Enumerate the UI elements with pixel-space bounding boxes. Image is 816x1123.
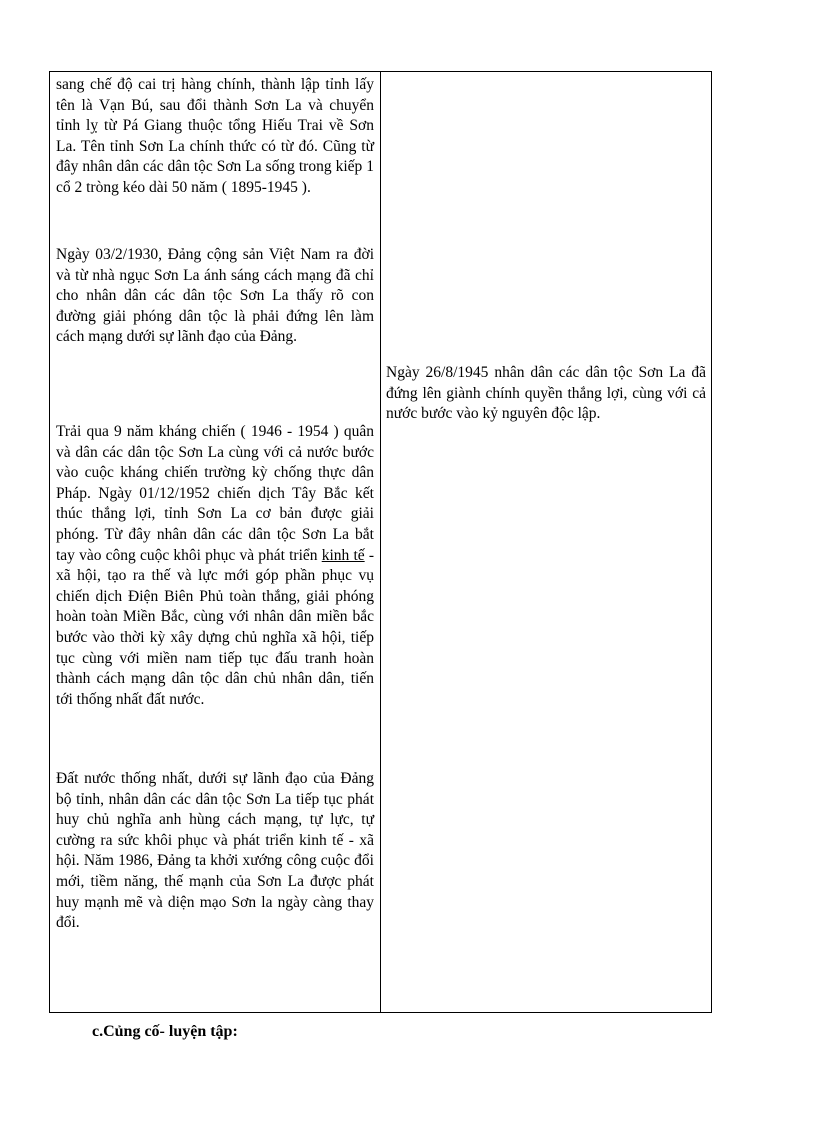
right-paragraph-1: Ngày 26/8/1945 nhân dân các dân tộc Sơn La đã đứng lên giành chính quyền thắng lợi, cùng với cả nước bước vào kỷ nguyên độc lập. [386,364,706,423]
section-heading: c.Củng cố- luyện tập: [92,1023,238,1040]
history-paragraph-1: sang chế độ cai trị hàng chính, thành lập tỉnh lấy tên là Vạn Bú, sau đổi thành Sơn La và chuyển tỉnh lỵ từ Pá Giang thuộc tổng Hiếu Trai về Sơn La. Tên tỉnh Sơn La chính thức có từ đó. Cũng từ đây nhân dân các dân tộc Sơn La sống trong kiếp 1 cổ 2 tròng kéo dài 50 năm ( 1895-1945 ). [56,76,374,196]
kinh-te-link[interactable]: kinh tế [321,546,365,564]
history-paragraph-3 [56,422,374,710]
history-paragraph-4: Đất nước thống nhất, dưới sự lãnh đạo của Đảng bộ tỉnh, nhân dân các dân tộc Sơn La tiếp tục phát huy chủ nghĩa anh hùng cách mạng, tự lực, tự cường ra sức khôi phục và phát triển kinh tế - xã hội. Năm 1986, Đảng ta khởi xướng công cuộc đổi mới, tiềm năng, thế mạnh của Sơn La được phát huy mạnh mẽ và diện mạo Sơn la ngày càng thay đổi. [56,770,374,932]
column-divider [380,72,381,1012]
history-paragraph-3-start: Trải qua 9 năm kháng chiến ( 1946 - 1954 ) quân và dân các dân tộc Sơn La cùng với cả nước bước vào cuộc kháng chiến trường kỳ chống thực dân Pháp. Ngày 01/12/1952 chiến dịch Tây Bắc kết thúc thắng lợi, tỉnh Sơn La cơ bản được giải phóng. Từ đây nhân dân các dân tộc Sơn La bắt tay vào công cuộc khôi phục và phát triển [56,423,374,564]
history-paragraph-3-end: - xã hội, tạo ra thế và lực mới góp phần phục vụ chiến dịch Điện Biên Phủ toàn thắng, giải phóng hoàn toàn Miền Bắc, cùng với nhân dân miền bắc bước vào thời kỳ xây dựng chủ nghĩa xã hội, tiếp tục cùng với miền nam tiếp tục đấu tranh hoàn thành cách mạng dân tộc dân chủ nhân dân, tiến tới thống nhất đất nước. [56,546,374,708]
content-table [49,71,712,1013]
history-paragraph-2: Ngày 03/2/1930, Đảng cộng sản Việt Nam ra đời và từ nhà ngục Sơn La ánh sáng cách mạng đã chỉ cho nhân dân các dân tộc Sơn La thấy rõ con đường giải phóng dân tộc là phải đứng lên làm cách mạng dưới sự lãnh đạo của Đảng. [56,246,374,346]
